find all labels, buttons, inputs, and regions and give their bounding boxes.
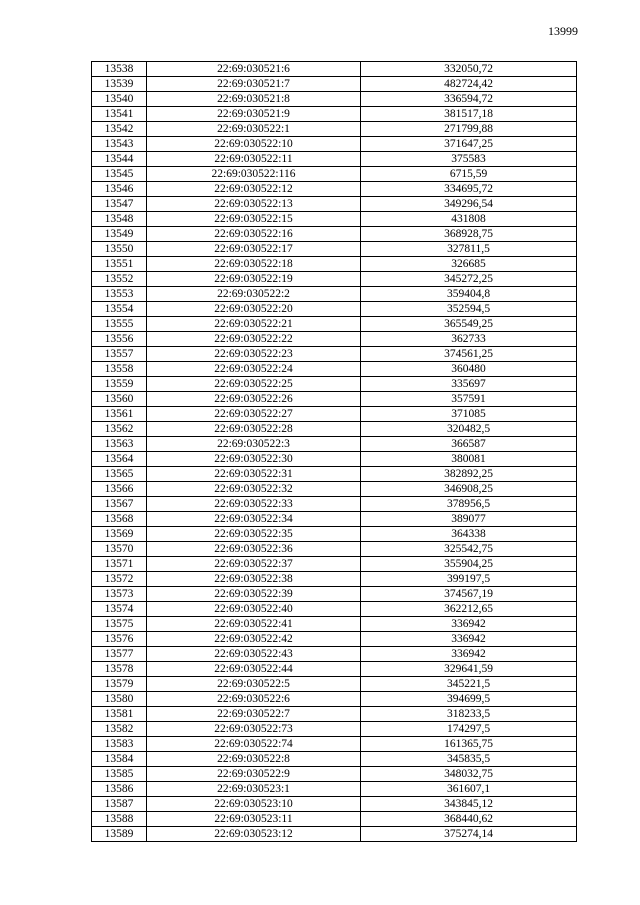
cadastral-number-cell: 22:69:030521:9 <box>147 107 361 122</box>
cadastral-number-cell: 22:69:030522:33 <box>147 497 361 512</box>
value-cell: 355904,25 <box>361 557 577 572</box>
row-number-cell: 13544 <box>92 152 147 167</box>
row-number-cell: 13566 <box>92 482 147 497</box>
table-row <box>92 707 577 722</box>
cadastral-number-cell: 22:69:030522:116 <box>147 167 361 182</box>
value-cell: 336942 <box>361 647 577 662</box>
cadastral-number-cell: 22:69:030521:6 <box>147 62 361 77</box>
cadastral-number-cell: 22:69:030522:18 <box>147 257 361 272</box>
value-cell: 371647,25 <box>361 137 577 152</box>
table-row <box>92 512 577 527</box>
table-row <box>92 347 577 362</box>
table-row <box>92 167 577 182</box>
value-cell: 325542,75 <box>361 542 577 557</box>
table-row <box>92 422 577 437</box>
table-row <box>92 587 577 602</box>
value-cell: 349296,54 <box>361 197 577 212</box>
table-row <box>92 392 577 407</box>
row-number-cell: 13570 <box>92 542 147 557</box>
cadastral-number-cell: 22:69:030522:27 <box>147 407 361 422</box>
cadastral-number-cell: 22:69:030522:36 <box>147 542 361 557</box>
row-number-cell: 13551 <box>92 257 147 272</box>
cadastral-number-cell: 22:69:030522:23 <box>147 347 361 362</box>
row-number-cell: 13552 <box>92 272 147 287</box>
value-cell: 357591 <box>361 392 577 407</box>
value-cell: 368440,62 <box>361 812 577 827</box>
value-cell: 368928,75 <box>361 227 577 242</box>
value-cell: 348032,75 <box>361 767 577 782</box>
cadastral-number-cell: 22:69:030522:28 <box>147 422 361 437</box>
row-number-cell: 13550 <box>92 242 147 257</box>
row-number-cell: 13580 <box>92 692 147 707</box>
table-row <box>92 617 577 632</box>
cadastral-number-cell: 22:69:030522:34 <box>147 512 361 527</box>
value-cell: 343845,12 <box>361 797 577 812</box>
value-cell: 332050,72 <box>361 62 577 77</box>
cadastral-number-cell: 22:69:030521:8 <box>147 92 361 107</box>
table-row <box>92 407 577 422</box>
row-number-cell: 13571 <box>92 557 147 572</box>
cadastral-number-cell: 22:69:030523:10 <box>147 797 361 812</box>
cadastral-number-cell: 22:69:030522:31 <box>147 467 361 482</box>
value-cell: 174297,5 <box>361 722 577 737</box>
value-cell: 362733 <box>361 332 577 347</box>
row-number-cell: 13565 <box>92 467 147 482</box>
row-number-cell: 13578 <box>92 662 147 677</box>
row-number-cell: 13589 <box>92 827 147 842</box>
value-cell: 336594,72 <box>361 92 577 107</box>
value-cell: 327811,5 <box>361 242 577 257</box>
cadastral-number-cell: 22:69:030523:1 <box>147 782 361 797</box>
cadastral-number-cell: 22:69:030522:24 <box>147 362 361 377</box>
table-row <box>92 767 577 782</box>
cadastral-number-cell: 22:69:030522:2 <box>147 287 361 302</box>
table-row <box>92 557 577 572</box>
value-cell: 482724,42 <box>361 77 577 92</box>
table-row <box>92 482 577 497</box>
value-cell: 362212,65 <box>361 602 577 617</box>
cadastral-number-cell: 22:69:030522:19 <box>147 272 361 287</box>
row-number-cell: 13559 <box>92 377 147 392</box>
cadastral-number-cell: 22:69:030522:12 <box>147 182 361 197</box>
cadastral-number-cell: 22:69:030523:11 <box>147 812 361 827</box>
value-cell: 271799,88 <box>361 122 577 137</box>
table-row <box>92 197 577 212</box>
table-row <box>92 632 577 647</box>
table-row <box>92 467 577 482</box>
row-number-cell: 13546 <box>92 182 147 197</box>
table-row <box>92 227 577 242</box>
cadastral-number-cell: 22:69:030522:1 <box>147 122 361 137</box>
row-number-cell: 13583 <box>92 737 147 752</box>
row-number-cell: 13555 <box>92 317 147 332</box>
row-number-cell: 13584 <box>92 752 147 767</box>
value-cell: 334695,72 <box>361 182 577 197</box>
table-row <box>92 542 577 557</box>
cadastral-number-cell: 22:69:030522:13 <box>147 197 361 212</box>
table-body <box>92 62 577 842</box>
cadastral-number-cell: 22:69:030522:30 <box>147 452 361 467</box>
value-cell: 374561,25 <box>361 347 577 362</box>
value-cell: 345835,5 <box>361 752 577 767</box>
value-cell: 389077 <box>361 512 577 527</box>
table-row <box>92 737 577 752</box>
row-number-cell: 13547 <box>92 197 147 212</box>
cadastral-number-cell: 22:69:030522:9 <box>147 767 361 782</box>
row-number-cell: 13564 <box>92 452 147 467</box>
table-row <box>92 362 577 377</box>
value-cell: 320482,5 <box>361 422 577 437</box>
value-cell: 366587 <box>361 437 577 452</box>
table-row <box>92 62 577 77</box>
value-cell: 345272,25 <box>361 272 577 287</box>
cadastral-number-cell: 22:69:030522:73 <box>147 722 361 737</box>
row-number-cell: 13557 <box>92 347 147 362</box>
table-row <box>92 647 577 662</box>
table-row <box>92 572 577 587</box>
row-number-cell: 13573 <box>92 587 147 602</box>
row-number-cell: 13556 <box>92 332 147 347</box>
cadastral-number-cell: 22:69:030522:15 <box>147 212 361 227</box>
value-cell: 382892,25 <box>361 467 577 482</box>
value-cell: 359404,8 <box>361 287 577 302</box>
table-row <box>92 377 577 392</box>
value-cell: 431808 <box>361 212 577 227</box>
table-row <box>92 302 577 317</box>
cadastral-number-cell: 22:69:030522:6 <box>147 692 361 707</box>
value-cell: 399197,5 <box>361 572 577 587</box>
table-row <box>92 272 577 287</box>
row-number-cell: 13554 <box>92 302 147 317</box>
value-cell: 381517,18 <box>361 107 577 122</box>
row-number-cell: 13548 <box>92 212 147 227</box>
value-cell: 380081 <box>361 452 577 467</box>
table-row <box>92 212 577 227</box>
table-row <box>92 797 577 812</box>
table-row <box>92 827 577 842</box>
cadastral-number-cell: 22:69:030522:43 <box>147 647 361 662</box>
table-row <box>92 692 577 707</box>
table-row <box>92 257 577 272</box>
row-number-cell: 13567 <box>92 497 147 512</box>
table-row <box>92 722 577 737</box>
value-cell: 346908,25 <box>361 482 577 497</box>
cadastral-number-cell: 22:69:030522:74 <box>147 737 361 752</box>
cadastral-number-cell: 22:69:030522:3 <box>147 437 361 452</box>
cadastral-number-cell: 22:69:030522:40 <box>147 602 361 617</box>
row-number-cell: 13586 <box>92 782 147 797</box>
value-cell: 326685 <box>361 257 577 272</box>
cadastral-number-cell: 22:69:030522:37 <box>147 557 361 572</box>
row-number-cell: 13542 <box>92 122 147 137</box>
table-row <box>92 332 577 347</box>
row-number-cell: 13588 <box>92 812 147 827</box>
row-number-cell: 13561 <box>92 407 147 422</box>
row-number-cell: 13574 <box>92 602 147 617</box>
value-cell: 6715,59 <box>361 167 577 182</box>
row-number-cell: 13539 <box>92 77 147 92</box>
row-number-cell: 13560 <box>92 392 147 407</box>
table-row <box>92 242 577 257</box>
value-cell: 371085 <box>361 407 577 422</box>
row-number-cell: 13563 <box>92 437 147 452</box>
value-cell: 361607,1 <box>361 782 577 797</box>
cadastral-value-table <box>91 61 577 842</box>
row-number-cell: 13582 <box>92 722 147 737</box>
value-cell: 360480 <box>361 362 577 377</box>
cadastral-number-cell: 22:69:030522:20 <box>147 302 361 317</box>
value-cell: 335697 <box>361 377 577 392</box>
table-row <box>92 287 577 302</box>
table-row <box>92 77 577 92</box>
row-number-cell: 13558 <box>92 362 147 377</box>
value-cell: 318233,5 <box>361 707 577 722</box>
cadastral-number-cell: 22:69:030522:7 <box>147 707 361 722</box>
row-number-cell: 13577 <box>92 647 147 662</box>
table-row <box>92 107 577 122</box>
row-number-cell: 13575 <box>92 617 147 632</box>
table-row <box>92 662 577 677</box>
cadastral-number-cell: 22:69:030522:5 <box>147 677 361 692</box>
cadastral-number-cell: 22:69:030522:21 <box>147 317 361 332</box>
row-number-cell: 13543 <box>92 137 147 152</box>
value-cell: 336942 <box>361 632 577 647</box>
table-row <box>92 527 577 542</box>
table-row <box>92 137 577 152</box>
cadastral-number-cell: 22:69:030522:44 <box>147 662 361 677</box>
table-row <box>92 812 577 827</box>
row-number-cell: 13569 <box>92 527 147 542</box>
row-number-cell: 13540 <box>92 92 147 107</box>
table-row <box>92 92 577 107</box>
row-number-cell: 13587 <box>92 797 147 812</box>
value-cell: 374567,19 <box>361 587 577 602</box>
row-number-cell: 13562 <box>92 422 147 437</box>
table-row <box>92 437 577 452</box>
cadastral-number-cell: 22:69:030522:10 <box>147 137 361 152</box>
page-number: 13999 <box>548 24 578 38</box>
table-row <box>92 152 577 167</box>
cadastral-number-cell: 22:69:030522:26 <box>147 392 361 407</box>
cadastral-number-cell: 22:69:030522:38 <box>147 572 361 587</box>
cadastral-number-cell: 22:69:030522:41 <box>147 617 361 632</box>
row-number-cell: 13545 <box>92 167 147 182</box>
row-number-cell: 13541 <box>92 107 147 122</box>
row-number-cell: 13579 <box>92 677 147 692</box>
cadastral-number-cell: 22:69:030522:39 <box>147 587 361 602</box>
cadastral-number-cell: 22:69:030522:25 <box>147 377 361 392</box>
row-number-cell: 13585 <box>92 767 147 782</box>
cadastral-number-cell: 22:69:030522:11 <box>147 152 361 167</box>
cadastral-number-cell: 22:69:030522:42 <box>147 632 361 647</box>
value-cell: 161365,75 <box>361 737 577 752</box>
table-row <box>92 752 577 767</box>
row-number-cell: 13581 <box>92 707 147 722</box>
cadastral-number-cell: 22:69:030522:8 <box>147 752 361 767</box>
table-row <box>92 122 577 137</box>
value-cell: 375274,14 <box>361 827 577 842</box>
table-row <box>92 182 577 197</box>
row-number-cell: 13549 <box>92 227 147 242</box>
table-row <box>92 602 577 617</box>
value-cell: 352594,5 <box>361 302 577 317</box>
value-cell: 345221,5 <box>361 677 577 692</box>
value-cell: 336942 <box>361 617 577 632</box>
cadastral-number-cell: 22:69:030522:35 <box>147 527 361 542</box>
cadastral-number-cell: 22:69:030522:32 <box>147 482 361 497</box>
value-cell: 364338 <box>361 527 577 542</box>
row-number-cell: 13576 <box>92 632 147 647</box>
table-row <box>92 317 577 332</box>
value-cell: 375583 <box>361 152 577 167</box>
row-number-cell: 13568 <box>92 512 147 527</box>
cadastral-number-cell: 22:69:030521:7 <box>147 77 361 92</box>
cadastral-number-cell: 22:69:030522:16 <box>147 227 361 242</box>
value-cell: 378956,5 <box>361 497 577 512</box>
row-number-cell: 13538 <box>92 62 147 77</box>
table-row <box>92 452 577 467</box>
cadastral-number-cell: 22:69:030523:12 <box>147 827 361 842</box>
row-number-cell: 13553 <box>92 287 147 302</box>
cadastral-number-cell: 22:69:030522:22 <box>147 332 361 347</box>
table-row <box>92 782 577 797</box>
value-cell: 329641,59 <box>361 662 577 677</box>
value-cell: 394699,5 <box>361 692 577 707</box>
value-cell: 365549,25 <box>361 317 577 332</box>
cadastral-number-cell: 22:69:030522:17 <box>147 242 361 257</box>
table-row <box>92 677 577 692</box>
row-number-cell: 13572 <box>92 572 147 587</box>
table-row <box>92 497 577 512</box>
